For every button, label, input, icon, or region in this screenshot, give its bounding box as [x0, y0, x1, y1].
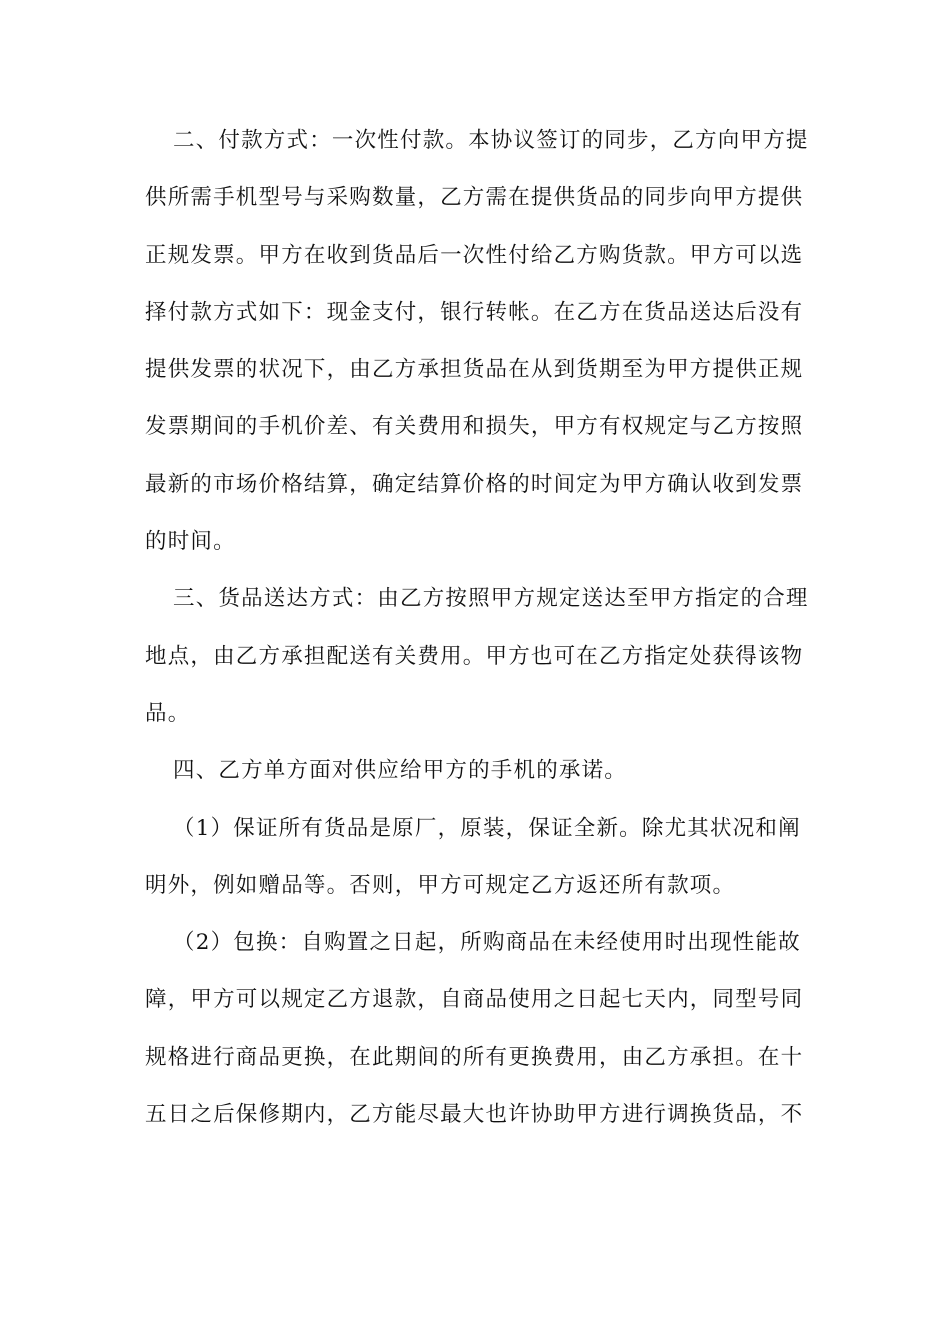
paragraph-3-line-3: 品。: [145, 700, 191, 726]
paragraph-3-line-1: 三、货品送达方式：由乙方按照甲方规定送达至甲方指定的合理: [173, 586, 809, 612]
paragraph-2-line-2: 供所需手机型号与采购数量，乙方需在提供货品的同步向甲方提供: [145, 185, 804, 211]
item-1-line-1: （1）保证所有货品是原厂，原装，保证全新。除尤其状况和阐: [173, 815, 801, 841]
paragraph-2-line-5: 提供发票的状况下，由乙方承担货品在从到货期至为甲方提供正规: [145, 357, 804, 383]
paragraph-2-line-1: 二、付款方式：一次性付款。本协议签订的同步，乙方向甲方提: [173, 128, 809, 153]
document-body: [145, 112, 809, 1143]
paragraph-2-line-6: 发票期间的手机价差、有关费用和损失，甲方有权规定与乙方按照: [145, 414, 804, 440]
paragraph-4-line-1: 四、乙方单方面对供应给甲方的手机的承诺。: [173, 758, 628, 784]
paragraph-3-line-2: 地点，由乙方承担配送有关费用。甲方也可在乙方指定处获得该物: [145, 643, 804, 669]
item-2-line-2: 障，甲方可以规定乙方退款，自商品使用之日起七天内，同型号同: [145, 987, 804, 1013]
paragraph-2-line-7: 最新的市场价格结算，确定结算价格的时间定为甲方确认收到发票: [145, 471, 804, 497]
paragraph-2-line-8: 的时间。: [145, 529, 236, 555]
paragraph-2-line-4: 择付款方式如下：现金支付，银行转帐。在乙方在货品送达后没有: [145, 299, 804, 325]
item-1-line-2: 明外，例如赠品等。否则，甲方可规定乙方返还所有款项。: [145, 872, 736, 898]
item-2-line-4: 五日之后保修期内，乙方能尽最大也许协助甲方进行调换货品，不: [145, 1102, 804, 1128]
paragraph-2-line-3: 正规发票。甲方在收到货品后一次性付给乙方购货款。甲方可以选: [145, 242, 804, 268]
item-2-line-1: （2）包换：自购置之日起，所购商品在未经使用时出现性能故: [173, 930, 801, 956]
item-2-line-3: 规格进行商品更换，在此期间的所有更换费用，由乙方承担。在十: [145, 1044, 804, 1070]
